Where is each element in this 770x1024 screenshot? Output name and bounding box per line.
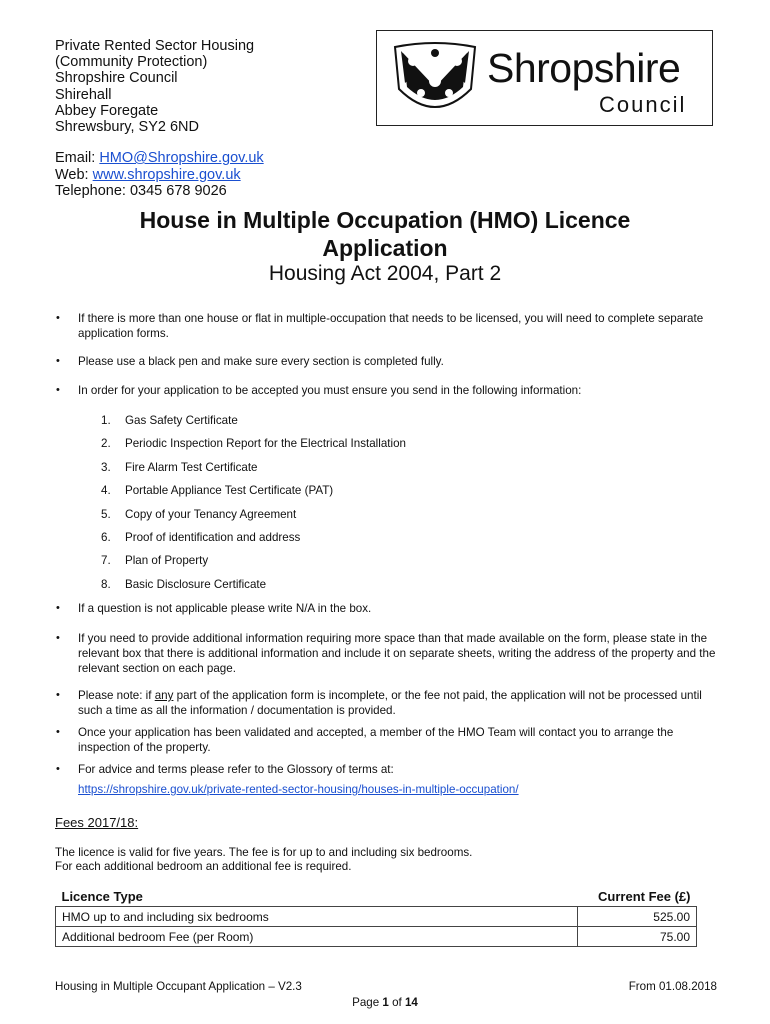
- table-cell: Additional bedroom Fee (per Room): [56, 927, 578, 947]
- email-label: Email:: [55, 150, 96, 166]
- page-title: House in Multiple Occupation (HMO) Licence Application: [139, 207, 631, 261]
- fees-table: [55, 887, 697, 947]
- footer-date: From 01.08.2018: [628, 980, 717, 993]
- column-header: Licence Type: [61, 889, 143, 904]
- page-number: Page 1 of 14: [352, 996, 418, 1009]
- address-line: Shrewsbury, SY2 6ND: [55, 119, 199, 136]
- checklist-item: 7. Plan of Property: [101, 554, 209, 567]
- contact-details: [55, 150, 264, 200]
- address-line: Private Rented Sector Housing: [55, 38, 255, 54]
- list-item: • In order for your application to be accepted you must ensure you send in the following information:: [78, 383, 718, 398]
- logo-subtext: Council: [599, 92, 687, 117]
- address-line: Abbey Foregate: [55, 102, 159, 119]
- web-label: Web:: [55, 166, 89, 183]
- footer-document-name: Housing in Multiple Occupant Application – V2.3: [55, 980, 302, 993]
- list-item: • If there is more than one house or flat in multiple-occupation that needs to be licensed, you will need to complete separate application forms.: [78, 311, 718, 341]
- fees-description: The licence is valid for five years. The fee is for up to and including six bedrooms. For each additional bedroom an additional fee is required.: [55, 846, 473, 873]
- shropshire-council-logo: [376, 30, 713, 126]
- table-cell: 525.00: [578, 907, 697, 927]
- logo-wordmark: Shropshire: [487, 45, 681, 91]
- list-item: • Once your application has been validated and accepted, a member of the HMO Team will contact you to arrange the inspection of the property.: [78, 725, 718, 755]
- checklist-item: 8. Basic Disclosure Certificate: [101, 578, 267, 591]
- table-row: [56, 927, 697, 947]
- fees-heading: Fees 2017/18:: [55, 815, 139, 830]
- list-item: • If a question is not applicable please write N/A in the box.: [78, 601, 718, 616]
- checklist-item: 1. Gas Safety Certificate: [101, 414, 238, 427]
- shropshire-crest-icon: [391, 41, 479, 117]
- table-cell: 75.00: [578, 927, 697, 947]
- list-item: • For advice and terms please refer to the Glossory of terms at: https://shropshire.gov.uk/private-rented-sector-housing/houses-in-multiple-occupation/: [78, 762, 718, 797]
- table-row: [56, 907, 697, 927]
- glossary-link[interactable]: https://shropshire.gov.uk/private-rented-sector-housing/houses-in-multiple-occupation/: [78, 783, 519, 796]
- page-subtitle: Housing Act 2004, Part 2: [268, 262, 502, 285]
- list-item: • If you need to provide additional information requiring more space than that made available on the form, please state in the relevant box that there is additional information and include it on separate sheets, writing the address of the property and the relevant section on each page.: [78, 631, 718, 676]
- column-header: Current Fee (£): [598, 889, 691, 904]
- telephone: Telephone: 0345 678 9026: [55, 183, 227, 199]
- checklist-item: 4. Portable Appliance Test Certificate (PAT): [101, 484, 334, 497]
- checklist-item: 5. Copy of your Tenancy Agreement: [101, 508, 297, 521]
- address-line: Shirehall: [55, 86, 112, 103]
- list-item: • Please note: if any part of the application form is incomplete, or the fee not paid, the application will not be processed until such a time as all the information / documentation is provided.: [78, 688, 718, 718]
- table-cell: HMO up to and including six bedrooms: [56, 907, 578, 927]
- checklist-item: 6. Proof of identification and address: [101, 531, 301, 544]
- address-line: (Community Protection): [55, 54, 208, 71]
- address-line: Shropshire Council: [55, 70, 178, 87]
- checklist-item: 3. Fire Alarm Test Certificate: [101, 461, 258, 474]
- table-header-row: [56, 887, 697, 907]
- web-link[interactable]: www.shropshire.gov.uk: [92, 166, 241, 183]
- checklist-item: 2. Periodic Inspection Report for the Electrical Installation: [101, 437, 406, 450]
- list-item: • Please use a black pen and make sure every section is completed fully.: [78, 354, 718, 369]
- email-link[interactable]: HMO@Shropshire.gov.uk: [99, 150, 264, 166]
- council-address: [55, 38, 254, 135]
